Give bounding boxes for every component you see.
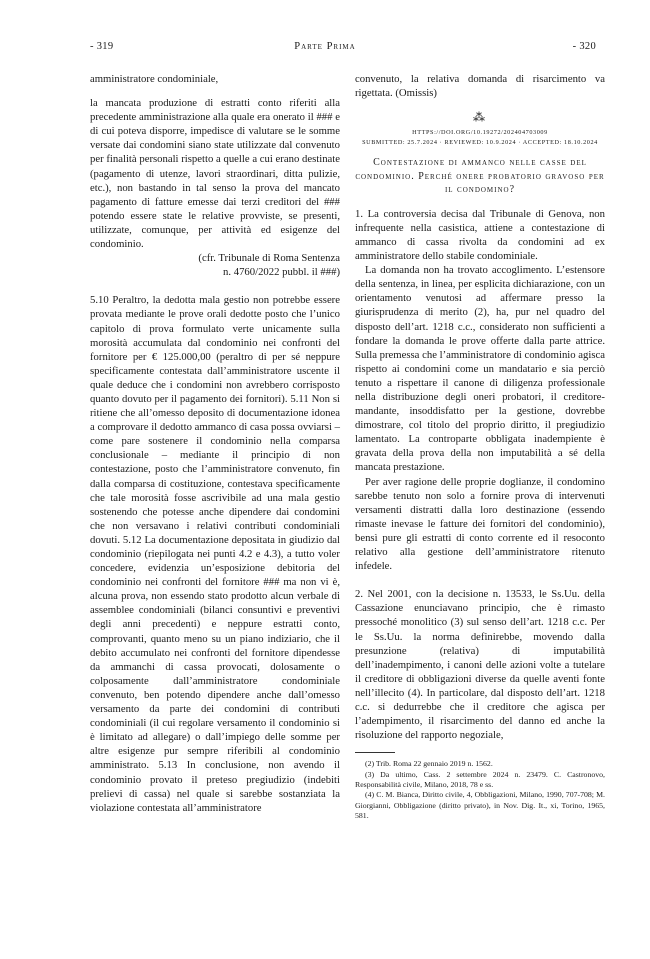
left-paragraph-0: amministratore condominiale, xyxy=(90,73,219,85)
footnote-3: (3) Da ultimo, Cass. 2 settembre 2024 n. 23479. C. Castronovo, Responsabilità civile, Milano, 2018, 78 e ss. xyxy=(355,769,605,790)
doi-link[interactable]: HTTPS://DOI.ORG/10.19272/202404703009 xyxy=(412,129,548,137)
citation-line-2: n. 4760/2022 pubbl. il ###) xyxy=(223,266,340,279)
left-paragraph-2: 5.10 Peraltro, la dedotta mala gestio non potrebbe essere provata mediante le prove orali dedotte posto che l’unico capitolo di prova formulato verte unicamente sulla morosità accumulata dal condominio nei confronti del fornitore per € 125.000,00 (peraltro di per sé neppure specificamente contestata dall’amministratore uscente il quale deduce che i condomini non avrebbero corrisposto quanto dovuto per il pagamento dei fornitori). 5.11 Non si ritiene che all’omesso deposito di documentazione idonea a comprovare il dedotto ammanco di casa possa ovviarsi – come pare sostenere il condominio nella comparsa conclusionale – mediante il principio di non contestazione, posto che l’amministratore convenuto, fin dalla comparsa di costituzione, contestava specificamente che tale morosità fosse ascrivibile ad una mala gestio sostenendo che potesse anche dipendere dai condomini che non versavano i relativi contributi condominiali dovuti. 5.12 La documentazione depositata in giudizio dal condominio (riepilogata nei punti 4.2 e 4.3), a tutto voler concedere, evidenzia un’esposizione debitoria del condominio nei confronti del fornitore ### ma non vi è, alcuna prova, non essendo stato prodotto alcun verbale di assemblee condominiali (bilanci consuntivi e preventivi degli anni precedenti) e neppure estratti conto, comprovanti, quanto meno su un piano indiziario, che il debito accumulato nei confronti del fornitore dipendesse da ammanchi di cassa provocati, dolosamente o colposamente dall’amministratore condominiale convenuto, ben potendo dipendere anche dall’omesso versamento da parte dei condomini di contributi condominiali (il cui regolare versamento il condominio si è limitato ad allegare) o dall’impiego delle somme per altre esigenze pur sempre riferibili al condominio amministrato. 5.13 In conclusione, non avendo il condominio provato il preteso pregiudizio (indebiti prelievi di cassa) nel quale si sarebbe sostanziata la violazione contestata all’amministratore xyxy=(90,294,340,814)
left-column xyxy=(90,72,340,815)
footnote-2: (2) Trib. Roma 22 gennaio 2019 n. 1562. xyxy=(365,759,493,769)
asterism: ⁂ xyxy=(473,110,487,125)
left-page-number: - 319 xyxy=(90,41,114,52)
right-page-number: - 320 xyxy=(572,41,596,52)
left-paragraph-1: la mancata produzione di estratti conto riferiti alla precedente amministrazione alla quale era onerato il ### e di cui poteva disporre, impedisce di valutare se le somme versate dai condomini siano state utilizzate dal convenuto per finalità personali rispetto a quelle a cui erano destinate (pagamento di utenze, lavori straordinari, ditta pulizie, etc.), non bastando in tal senso la prova del mancato pagamento di fatture emesse dai terzi creditori del ### potendo essere state le relative provviste, se presenti, utilizzate, comunque, per attività ed esigenze del condominio. xyxy=(90,97,340,251)
citation-line-1: (cfr. Tribunale di Roma Sentenza xyxy=(198,252,340,265)
right-column xyxy=(355,72,605,822)
right-paragraph-2: La domanda non ha trovato accoglimento. L’estensore della sentenza, in linea, per esplicita dichiarazione, con un orientamento venutosi ad affermare presso la giurisprudenza di merito (2), ha, pur nel quadro del disposto dell’art. 1218 c.c., considerato non sufficienti a fondare la domanda le prove offerte dalla parte attrice. Sulla premessa che l’amministratore di condominio agisca rispetto ai condomini come un mandatario e sia perciò tenuto a rispettare il canone di diligenza professionale nella distribuzione degli oneri probatori, il creditore-mandante, insoddisfatto per la gestione, dovrebbe dimostrare, col titolo del proprio diritto, il pregiudizio lamentato. La controparte obbligata inadempiente è gravata della prova della non imputabilità a sé della mancata prestazione. xyxy=(355,264,605,474)
running-header: Parte Prima xyxy=(294,41,356,52)
right-paragraph-3: Per aver ragione delle proprie doglianze, il condomino sarebbe tenuto non solo a fornire prova di intervenuti versamenti distratti dalla loro destinazione (essendo rimaste inevase le fatture dei fornitori del condominio), bensì pure gli estratti di conto corrente ed il resoconto relativo alla gestione dell’amministratore ritenuto infedele. xyxy=(355,475,605,573)
article-title: Contestazione di ammanco nelle casse del condominio. Perché onere probatorio gravoso per il condomino? xyxy=(355,157,605,196)
right-paragraph-1: 1. La controversia decisa dal Tribunale di Genova, non infrequente nella casistica, attiene a contestazione di ammanco di cassa rivolta da condomini ad ex amministratore dello stabile condominiale. xyxy=(355,207,605,263)
submission-dates: SUBMITTED: 25.7.2024 · REVIEWED: 10.9.2024 · ACCEPTED: 18.10.2024 xyxy=(362,139,598,147)
right-paragraph-4: 2. Nel 2001, con la decisione n. 13533, le Ss.Uu. della Cassazione enunciavano principio, che è rimasto pressoché monolitico (3) sul senso dell’art. 1218 c.c. Per le Ss.Uu. la norma definirebbe, movendo dalla presunzione (relativa) di imputabilità dell’inadempimento, i canoni delle azioni volte a tutelare il creditore di obbligazioni diverse da quelle aventi fonte nell’illecito (4). In particolare, dal disposto dell’art. 1218 c.c. si dedurrebbe che il creditore che agisca per l’adempimento, il risarcimento del danno ed anche la risoluzione del rapporto negoziale, xyxy=(355,588,605,742)
right-paragraph-0: convenuto, la relativa domanda di risarcimento va rigettata. (Omissis) xyxy=(355,73,605,100)
footnote-divider xyxy=(355,752,395,753)
footnote-4: (4) C. M. Bianca, Diritto civile, 4, Obbligazioni, Milano, 1990, 707-708; M. Giorgianni, Obbligazione (diritto privato), in Nov. Dig. It., xi, Torino, 1965, 581. xyxy=(355,790,605,821)
